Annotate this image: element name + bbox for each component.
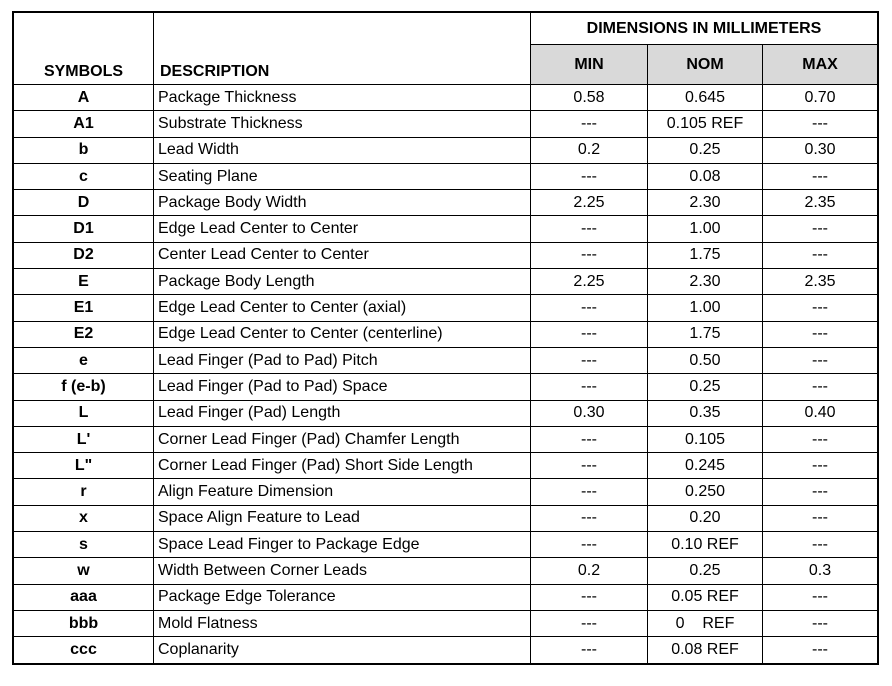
symbol-cell: A — [14, 85, 154, 111]
min-cell: 0.58 — [531, 85, 648, 111]
table-row — [14, 242, 878, 268]
max-cell: --- — [763, 479, 878, 505]
max-cell: 0.70 — [763, 85, 878, 111]
symbol-cell: L' — [14, 426, 154, 452]
min-cell: 0.2 — [531, 558, 648, 584]
symbol-cell: aaa — [14, 584, 154, 610]
nom-cell: 0.105 REF — [648, 111, 763, 137]
description-cell: Package Body Width — [154, 190, 531, 216]
nom-cell: 0.08 — [648, 163, 763, 189]
max-cell: 0.3 — [763, 558, 878, 584]
nom-cell: 0.20 — [648, 505, 763, 531]
nom-cell: 0.10 REF — [648, 532, 763, 558]
nom-cell: 1.75 — [648, 321, 763, 347]
symbol-cell: D2 — [14, 242, 154, 268]
table-row — [14, 426, 878, 452]
symbol-cell: c — [14, 163, 154, 189]
max-cell: --- — [763, 532, 878, 558]
symbol-cell: E1 — [14, 295, 154, 321]
description-cell: Align Feature Dimension — [154, 479, 531, 505]
min-cell: --- — [531, 347, 648, 373]
min-cell: --- — [531, 610, 648, 636]
max-cell: --- — [763, 216, 878, 242]
max-cell: --- — [763, 453, 878, 479]
dimensions-title: DIMENSIONS IN MILLIMETERS — [531, 13, 878, 45]
min-cell: --- — [531, 532, 648, 558]
table-row — [14, 295, 878, 321]
description-cell: Seating Plane — [154, 163, 531, 189]
max-cell: --- — [763, 163, 878, 189]
description-cell: Edge Lead Center to Center — [154, 216, 531, 242]
max-cell: --- — [763, 426, 878, 452]
table-row — [14, 269, 878, 295]
min-cell: --- — [531, 163, 648, 189]
nom-cell: 1.00 — [648, 216, 763, 242]
min-cell: --- — [531, 479, 648, 505]
min-cell: --- — [531, 295, 648, 321]
max-cell: --- — [763, 505, 878, 531]
symbol-cell: r — [14, 479, 154, 505]
symbol-cell: w — [14, 558, 154, 584]
table-row — [14, 505, 878, 531]
min-cell: 2.25 — [531, 269, 648, 295]
table-row — [14, 321, 878, 347]
description-cell: Coplanarity — [154, 637, 531, 663]
min-cell: 0.30 — [531, 400, 648, 426]
max-cell: --- — [763, 111, 878, 137]
max-cell: --- — [763, 321, 878, 347]
min-cell: 0.2 — [531, 137, 648, 163]
symbol-cell: D — [14, 190, 154, 216]
table-row — [14, 137, 878, 163]
min-header: MIN — [531, 45, 648, 85]
description-cell: Lead Finger (Pad to Pad) Space — [154, 374, 531, 400]
symbol-cell: ccc — [14, 637, 154, 663]
min-cell: 2.25 — [531, 190, 648, 216]
min-cell: --- — [531, 216, 648, 242]
nom-cell: 0.245 — [648, 453, 763, 479]
description-cell: Width Between Corner Leads — [154, 558, 531, 584]
nom-cell: 0.250 — [648, 479, 763, 505]
symbol-cell: s — [14, 532, 154, 558]
symbol-cell: E2 — [14, 321, 154, 347]
symbol-cell: e — [14, 347, 154, 373]
description-cell: Package Thickness — [154, 85, 531, 111]
min-cell: --- — [531, 453, 648, 479]
dimensions-table — [13, 12, 878, 664]
description-cell: Package Edge Tolerance — [154, 584, 531, 610]
nom-cell: 0 REF — [648, 610, 763, 636]
symbol-cell: E — [14, 269, 154, 295]
table-row — [14, 479, 878, 505]
table-row — [14, 163, 878, 189]
description-cell: Lead Finger (Pad) Length — [154, 400, 531, 426]
max-cell: --- — [763, 637, 878, 663]
table-row — [14, 637, 878, 663]
symbol-cell: L — [14, 400, 154, 426]
nom-cell: 0.05 REF — [648, 584, 763, 610]
nom-cell: 0.105 — [648, 426, 763, 452]
nom-cell: 1.75 — [648, 242, 763, 268]
min-cell: --- — [531, 426, 648, 452]
min-cell: --- — [531, 321, 648, 347]
max-cell: 2.35 — [763, 269, 878, 295]
description-cell: Edge Lead Center to Center (centerline) — [154, 321, 531, 347]
max-cell: --- — [763, 295, 878, 321]
table-row — [14, 532, 878, 558]
table-row — [14, 610, 878, 636]
description-cell: Space Lead Finger to Package Edge — [154, 532, 531, 558]
nom-cell: 1.00 — [648, 295, 763, 321]
table-row — [14, 400, 878, 426]
table-row — [14, 190, 878, 216]
max-cell: --- — [763, 374, 878, 400]
table-row — [14, 347, 878, 373]
table-row — [14, 584, 878, 610]
nom-cell: 0.35 — [648, 400, 763, 426]
min-cell: --- — [531, 505, 648, 531]
nom-cell: 0.645 — [648, 85, 763, 111]
min-cell: --- — [531, 374, 648, 400]
min-cell: --- — [531, 242, 648, 268]
description-cell: Corner Lead Finger (Pad) Chamfer Length — [154, 426, 531, 452]
max-cell: --- — [763, 584, 878, 610]
min-cell: --- — [531, 637, 648, 663]
table-row — [14, 216, 878, 242]
description-cell: Mold Flatness — [154, 610, 531, 636]
description-cell: Center Lead Center to Center — [154, 242, 531, 268]
description-header: DESCRIPTION — [154, 13, 531, 85]
nom-cell: 0.08 REF — [648, 637, 763, 663]
nom-cell: 2.30 — [648, 190, 763, 216]
symbol-cell: D1 — [14, 216, 154, 242]
table-body — [14, 85, 878, 664]
nom-cell: 0.25 — [648, 137, 763, 163]
table-row — [14, 558, 878, 584]
symbol-cell: b — [14, 137, 154, 163]
nom-header: NOM — [648, 45, 763, 85]
description-cell: Edge Lead Center to Center (axial) — [154, 295, 531, 321]
symbol-cell: x — [14, 505, 154, 531]
description-cell: Lead Finger (Pad to Pad) Pitch — [154, 347, 531, 373]
table-row — [14, 453, 878, 479]
table-row — [14, 111, 878, 137]
nom-cell: 0.25 — [648, 558, 763, 584]
symbol-cell: f (e-b) — [14, 374, 154, 400]
nom-cell: 2.30 — [648, 269, 763, 295]
description-cell: Corner Lead Finger (Pad) Short Side Length — [154, 453, 531, 479]
nom-cell: 0.50 — [648, 347, 763, 373]
symbol-cell: L" — [14, 453, 154, 479]
min-cell: --- — [531, 584, 648, 610]
max-cell: 0.30 — [763, 137, 878, 163]
max-cell: 0.40 — [763, 400, 878, 426]
symbol-cell: bbb — [14, 610, 154, 636]
description-cell: Package Body Length — [154, 269, 531, 295]
max-cell: --- — [763, 610, 878, 636]
symbol-cell: A1 — [14, 111, 154, 137]
max-cell: 2.35 — [763, 190, 878, 216]
description-cell: Lead Width — [154, 137, 531, 163]
description-cell: Substrate Thickness — [154, 111, 531, 137]
max-header: MAX — [763, 45, 878, 85]
nom-cell: 0.25 — [648, 374, 763, 400]
max-cell: --- — [763, 242, 878, 268]
description-cell: Space Align Feature to Lead — [154, 505, 531, 531]
min-cell: --- — [531, 111, 648, 137]
table-row — [14, 85, 878, 111]
max-cell: --- — [763, 347, 878, 373]
table-row — [14, 374, 878, 400]
symbols-header: SYMBOLS — [14, 13, 154, 85]
